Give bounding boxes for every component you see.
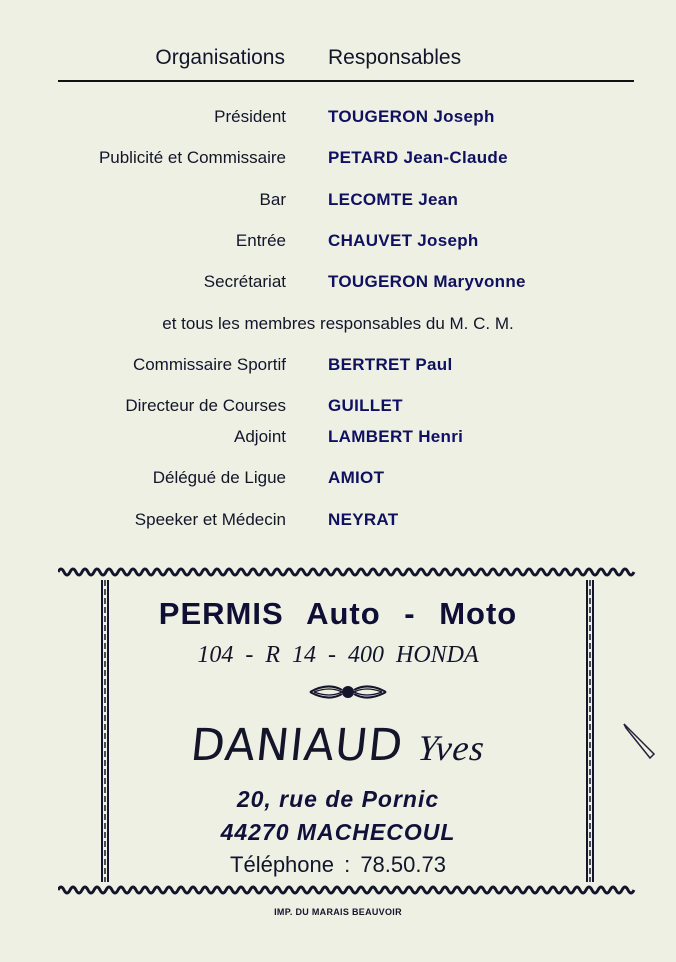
table-row — [0, 510, 676, 534]
ad-phone: Téléphone : 78.50.73 — [230, 852, 446, 877]
responsible-name: PETARD Jean-Claude — [328, 148, 508, 167]
role-label: Secrétariat — [203, 272, 286, 291]
table-row — [0, 190, 676, 214]
ad-owner — [0, 720, 676, 771]
ornament-icon — [308, 680, 388, 704]
table-row — [0, 468, 676, 492]
responsible-name: TOUGERON Maryvonne — [328, 272, 526, 291]
role-label: Entrée — [235, 231, 286, 250]
responsible-name: CHAUVET Joseph — [328, 231, 479, 250]
role-label: Adjoint — [234, 427, 286, 446]
ad-title: PERMIS Auto - Moto — [158, 596, 518, 631]
responsible-name: NEYRAT — [328, 510, 399, 529]
responsible-name: AMIOT — [328, 468, 385, 487]
table-row — [0, 272, 676, 296]
header-rule — [58, 80, 634, 82]
owner-surname: DANIAUD — [188, 720, 406, 771]
responsible-name: GUILLET — [328, 396, 403, 415]
table-row — [0, 148, 676, 172]
header-responsables: Responsables — [328, 46, 462, 69]
ad-street: 20, rue de Pornic — [236, 786, 440, 812]
role-label: Bar — [259, 190, 286, 209]
role-label: Commissaire Sportif — [132, 355, 286, 374]
table-row — [0, 355, 676, 379]
ad-models: 104 - R 14 - 400 HONDA — [197, 642, 479, 668]
table-row — [0, 427, 676, 451]
role-label: Publicité et Commissaire — [98, 148, 286, 167]
role-label: Délégué de Ligue — [152, 468, 286, 487]
ad-border-bottom — [58, 884, 636, 896]
owner-firstname: Yves — [415, 728, 487, 768]
table-row — [0, 231, 676, 255]
imprint: IMP. DU MARAIS BEAUVOIR — [274, 907, 402, 917]
ad-border-top — [58, 566, 636, 578]
ad-city: 44270 MACHECOUL — [220, 819, 456, 845]
members-note: et tous les membres responsables du M. C. M. — [162, 314, 514, 333]
role-label: Président — [214, 107, 286, 126]
table-row — [0, 107, 676, 131]
responsible-name: LAMBERT Henri — [328, 427, 464, 446]
role-label: Directeur de Courses — [125, 396, 286, 415]
table-row — [0, 396, 676, 420]
role-label: Speeker et Médecin — [134, 510, 286, 529]
header-organisations: Organisations — [155, 46, 285, 69]
pen-mark-icon — [620, 720, 660, 770]
responsible-name: LECOMTE Jean — [328, 190, 459, 209]
responsible-name: BERTRET Paul — [328, 355, 453, 374]
responsible-name: TOUGERON Joseph — [328, 107, 495, 126]
